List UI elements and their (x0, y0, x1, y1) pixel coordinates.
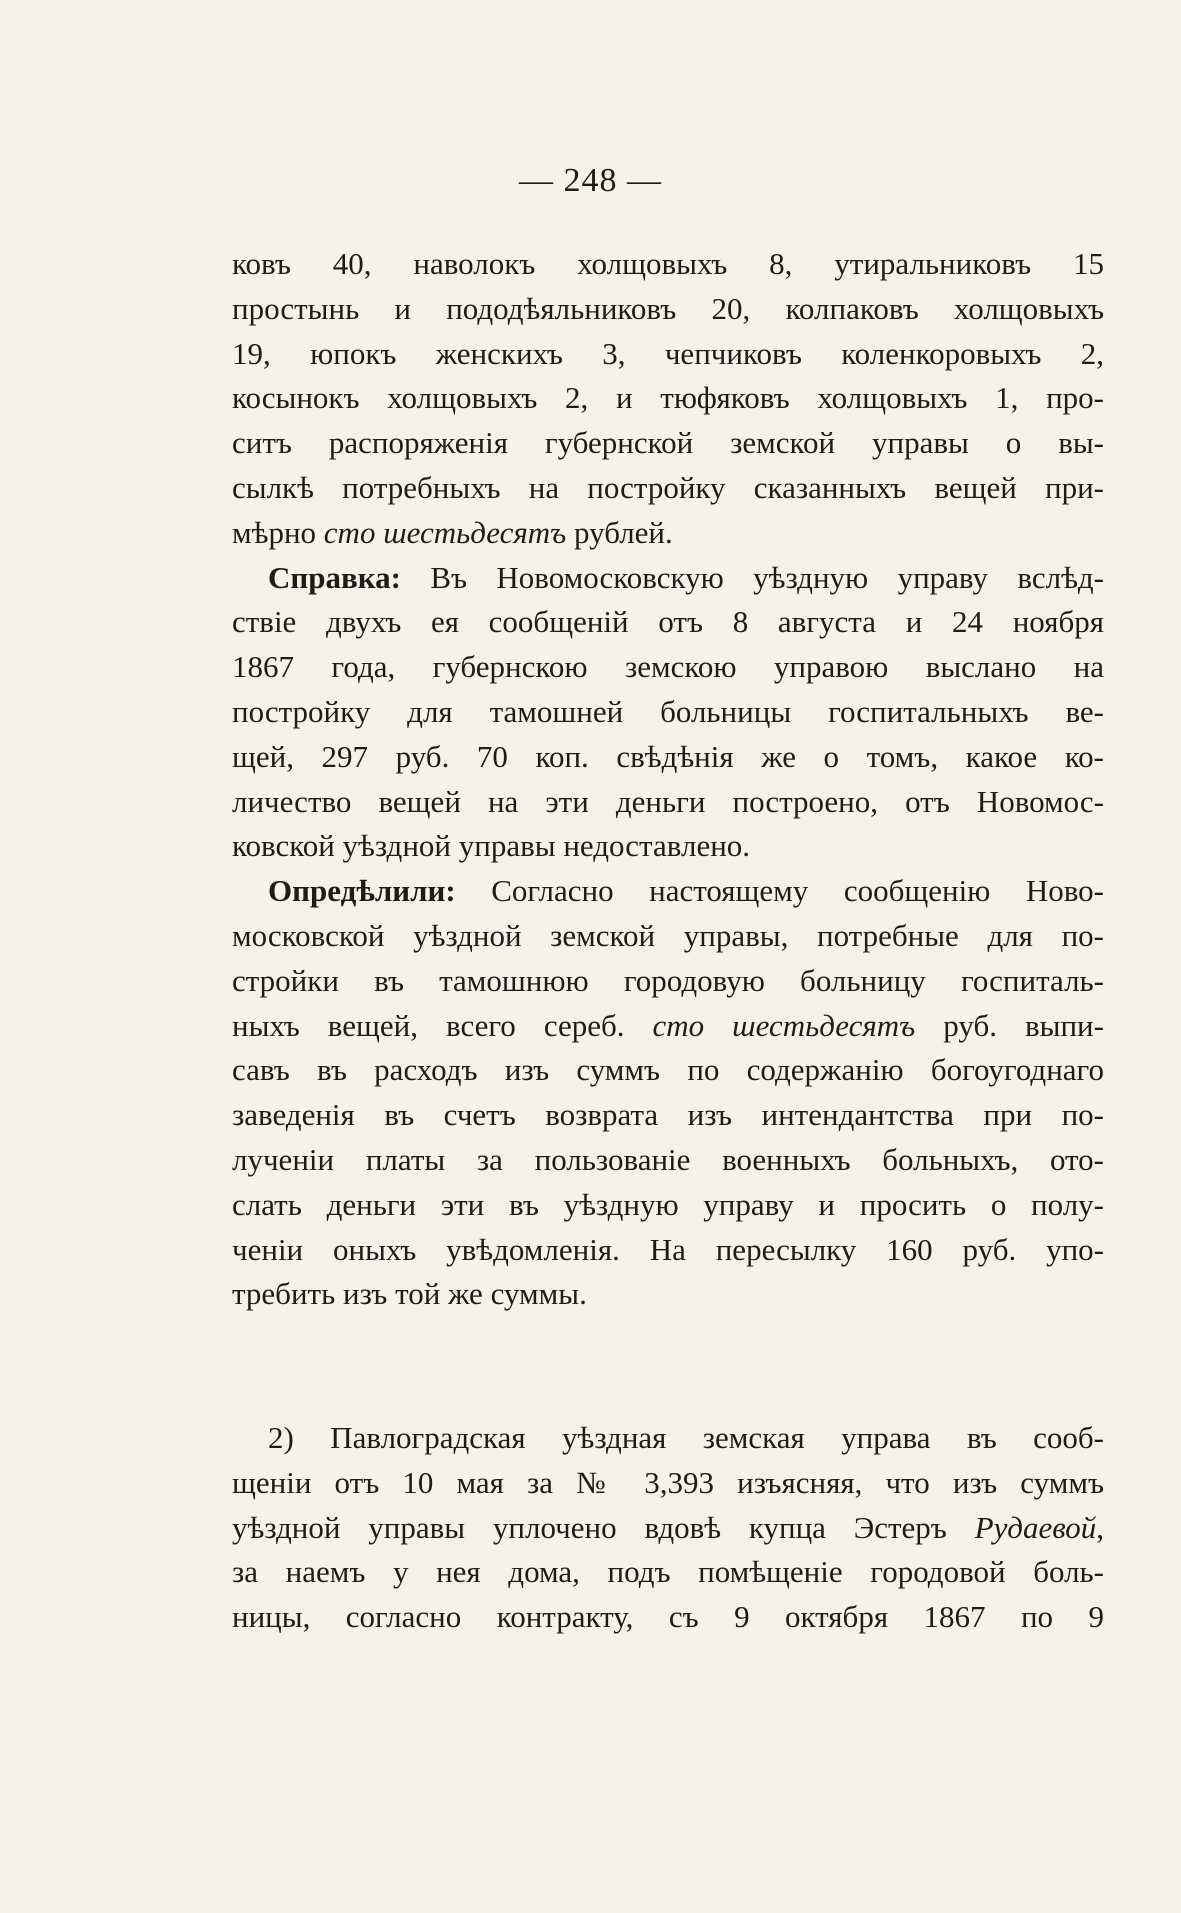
text-line (232, 1506, 1104, 1551)
text-line: щеніи отъ 10 мая за № 3,393 изъясняя, что изъ суммъ (232, 1464, 1104, 1500)
text-fragment: ныхъ вещей, всего сереб. (232, 1007, 653, 1043)
text-line: московской уѣздной земской управы, потребные для по- (232, 917, 1104, 953)
page-number: — 248 — (519, 162, 662, 199)
text-line: ковской уѣздной управы недоставлено. (232, 828, 751, 864)
text-line: слать деньги эти въ уѣздную управу и просить о полу- (232, 1186, 1104, 1222)
text-fragment: , (1096, 1509, 1104, 1545)
italic-amount: сто шестьдесятъ (323, 514, 567, 550)
text-line (232, 511, 1104, 556)
text-line: ситъ распоряженія губернской земской управы о вы- (232, 425, 1104, 461)
text-line: стройки въ тамошнюю городовую больницу госпиталь- (232, 962, 1104, 998)
text-block-main (232, 242, 1104, 1317)
text-line: косынокъ холщовыхъ 2, и тюфяковъ холщовыхъ 1, про- (232, 380, 1104, 416)
text-block-item-2 (232, 1416, 1104, 1640)
text-line (232, 556, 1104, 601)
text-line: щей, 297 руб. 70 коп. свѣдѣнія же о томъ, какое ко- (232, 738, 1104, 774)
italic-name: Рудаевой (974, 1509, 1097, 1545)
text-line: постройку для тамошней больницы госпитальныхъ ве- (232, 693, 1104, 729)
text-line: за наемъ у нея дома, подъ помѣщеніе городовой боль- (232, 1554, 1104, 1590)
text-line: простынь и пододѣяльниковъ 20, колпаковъ холщовыхъ (232, 290, 1104, 326)
text-line: лученіи платы за пользованіе военныхъ больныхъ, ото- (232, 1141, 1104, 1177)
section-heading-spravka: Справка: (268, 559, 401, 595)
text-line: сылкѣ потребныхъ на постройку сказанныхъ вещей при- (232, 469, 1104, 505)
text-line (232, 869, 1104, 914)
text-line: 2) Павлоградская уѣздная земская управа въ сооб- (268, 1420, 1104, 1455)
text-line: ствіе двухъ ея сообщеній отъ 8 августа и 24 ноября (232, 604, 1104, 640)
text-line: ницы, согласно контракту, съ 9 октября 1867 по 9 (232, 1599, 1104, 1635)
text-line: заведенія въ счетъ возврата изъ интендантства при по- (232, 1097, 1104, 1133)
text-line: ченіи оныхъ увѣдомленія. На пересылку 160 руб. упо- (232, 1231, 1104, 1267)
text-fragment: мѣрно (232, 514, 324, 550)
text-fragment: Согласно настоящему сообщенію Ново- (455, 873, 1104, 909)
text-line: 1867 года, губернскою земскою управою выслано на (232, 649, 1104, 685)
text-fragment: рублей. (566, 514, 673, 550)
text-fragment: уѣздной управы уплочено вдовѣ купца Эстеръ (232, 1509, 975, 1545)
text-fragment: Въ Новомосковскую уѣздную управу вслѣд- (400, 559, 1104, 595)
text-fragment: руб. выпи- (915, 1007, 1104, 1043)
italic-amount: сто шестьдесятъ (652, 1007, 916, 1043)
text-line: ковъ 40, наволокъ холщовыхъ 8, утиральниковъ 15 (232, 246, 1104, 281)
text-line: савъ въ расходъ изъ суммъ по содержанію богоугоднаго (232, 1052, 1104, 1088)
text-line: 19, юпокъ женскихъ 3, чепчиковъ коленкоровыхъ 2, (232, 335, 1104, 371)
text-line (232, 1004, 1104, 1049)
text-line: требить изъ той же суммы. (232, 1276, 587, 1312)
text-line: личество вещей на эти деньги построено, отъ Новомос- (232, 783, 1104, 819)
section-heading-opredelili: Опредѣлили: (268, 873, 456, 909)
